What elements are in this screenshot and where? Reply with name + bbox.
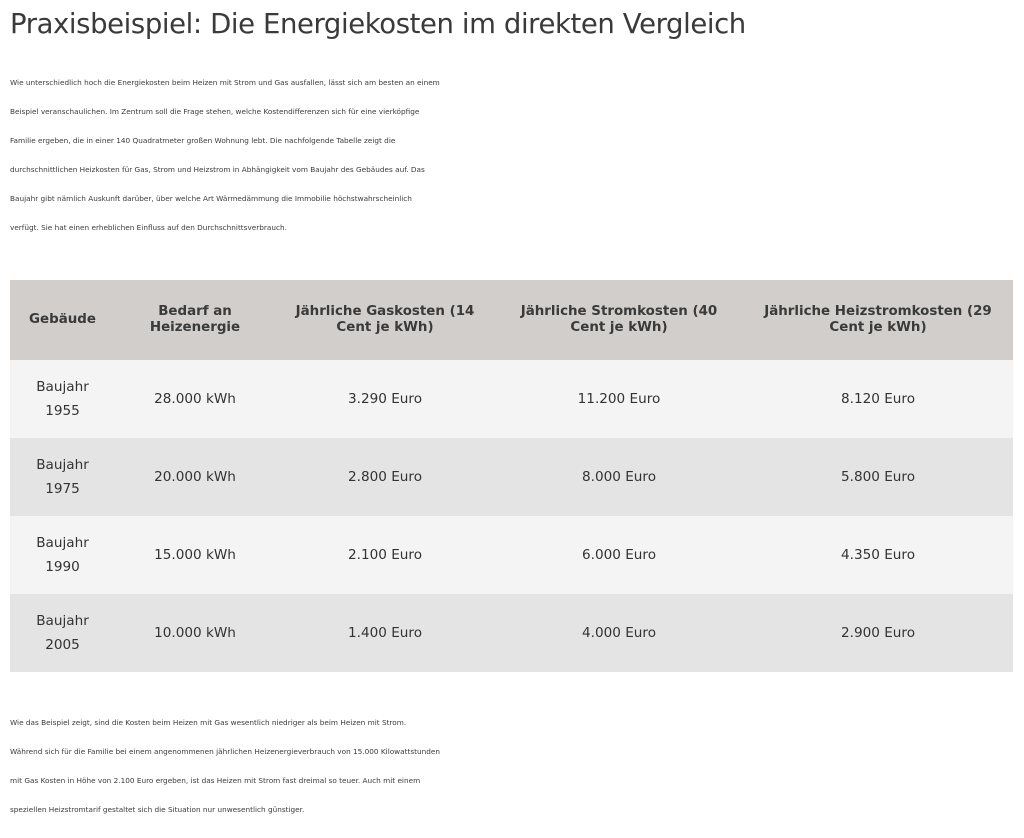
cell-strom: 4.000 Euro xyxy=(495,594,743,672)
cell-demand: 20.000 kWh xyxy=(115,438,275,516)
cell-gas: 2.800 Euro xyxy=(275,438,495,516)
cell-strom: 11.200 Euro xyxy=(495,360,743,438)
outro-line: Während sich für die Familie bei einem angenommenen jährlichen Heizenergieverbrauch von 15.000 Kilowattstunden xyxy=(10,747,441,756)
header-heating-power-costs: Jährliche Heizstromkosten (29 Cent je kWh) xyxy=(743,280,1013,360)
cell-demand: 10.000 kWh xyxy=(115,594,275,672)
cell-demand: 28.000 kWh xyxy=(115,360,275,438)
header-gas-costs: Jährliche Gaskosten (14 Cent je kWh) xyxy=(275,280,495,360)
outro-line: mit Gas Kosten in Höhe von 2.100 Euro ergeben, ist das Heizen mit Strom fast dreimal so teuer. Auch mit einem xyxy=(10,776,421,785)
cell-heizstrom: 4.350 Euro xyxy=(743,516,1013,594)
intro-line: Beispiel veranschaulichen. Im Zentrum soll die Frage stehen, welche Kostendifferenzen sich für eine vierköpfige xyxy=(10,107,420,116)
table-row xyxy=(10,594,1013,672)
cell-building xyxy=(10,438,115,516)
table-row xyxy=(10,360,1013,438)
intro-line: Baujahr gibt nämlich Auskunft darüber, über welche Art Wärmedämmung die Immobilie höchstwahrscheinlich xyxy=(10,194,412,203)
table-header-row xyxy=(10,280,1013,360)
conclusion-paragraph xyxy=(10,708,1014,824)
intro-line: verfügt. Sie hat einen erheblichen Einfluss auf den Durchschnittsverbrauch. xyxy=(10,223,287,232)
header-power-costs: Jährliche Stromkosten (40 Cent je kWh) xyxy=(495,280,743,360)
cell-gas: 1.400 Euro xyxy=(275,594,495,672)
building-label: Baujahr 1955 xyxy=(36,379,89,419)
intro-line: Familie ergeben, die in einer 140 Quadratmeter großen Wohnung lebt. Die nachfolgende Tabelle zeigt die xyxy=(10,136,396,145)
table-row xyxy=(10,516,1013,594)
cell-gas: 2.100 Euro xyxy=(275,516,495,594)
cell-heizstrom: 2.900 Euro xyxy=(743,594,1013,672)
table-row xyxy=(10,438,1013,516)
cell-heizstrom: 8.120 Euro xyxy=(743,360,1013,438)
intro-line: durchschnittlichen Heizkosten für Gas, Strom und Heizstrom in Abhängigkeit vom Baujahr des Gebäudes auf. Das xyxy=(10,165,425,174)
energy-cost-table xyxy=(10,280,1013,672)
cell-building xyxy=(10,360,115,438)
cell-strom: 8.000 Euro xyxy=(495,438,743,516)
intro-line: Wie unterschiedlich hoch die Energiekosten beim Heizen mit Strom und Gas ausfallen, lässt sich am besten an einem xyxy=(10,78,440,87)
cell-gas: 3.290 Euro xyxy=(275,360,495,438)
cell-building xyxy=(10,516,115,594)
header-demand: Bedarf an Heizenergie xyxy=(115,280,275,360)
building-label: Baujahr 2005 xyxy=(36,613,89,653)
building-label: Baujahr 1990 xyxy=(36,535,89,575)
outro-line: speziellen Heizstromtarif gestaltet sich die Situation nur unwesentlich günstiger. xyxy=(10,805,305,814)
cell-demand: 15.000 kWh xyxy=(115,516,275,594)
outro-line: Wie das Beispiel zeigt, sind die Kosten beim Heizen mit Gas wesentlich niedriger als beim Heizen mit Strom. xyxy=(10,718,407,727)
header-building: Gebäude xyxy=(10,280,115,360)
intro-paragraph xyxy=(10,68,1014,242)
cell-heizstrom: 5.800 Euro xyxy=(743,438,1013,516)
page-title: Praxisbeispiel: Die Energiekosten im direkten Vergleich xyxy=(10,8,746,40)
cell-building xyxy=(10,594,115,672)
cell-strom: 6.000 Euro xyxy=(495,516,743,594)
building-label: Baujahr 1975 xyxy=(36,457,89,497)
